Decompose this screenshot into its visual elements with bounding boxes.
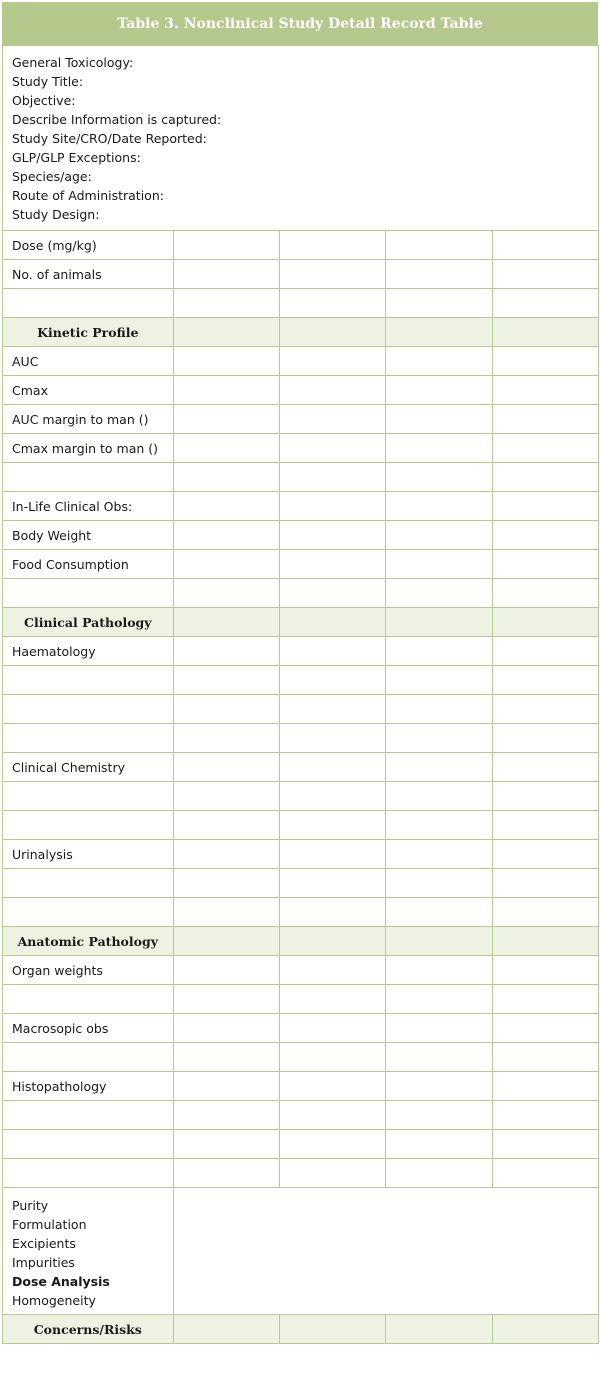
formulation-notes-cell[interactable] <box>173 1188 598 1315</box>
table-cell[interactable] <box>173 753 279 782</box>
formulation-row <box>3 1188 599 1315</box>
table-row <box>3 898 599 927</box>
row-label <box>3 1043 174 1072</box>
table-cell[interactable] <box>173 260 279 289</box>
table-cell[interactable] <box>173 1043 279 1072</box>
table-cell[interactable] <box>386 811 492 840</box>
table-cell[interactable] <box>386 376 492 405</box>
row-label: Histopathology <box>3 1072 174 1101</box>
table-row <box>3 579 599 608</box>
table-cell[interactable] <box>386 840 492 869</box>
table-row <box>3 753 599 782</box>
table-cell[interactable] <box>386 550 492 579</box>
table-cell[interactable] <box>492 753 598 782</box>
table-cell[interactable] <box>386 1043 492 1072</box>
section-heading: Anatomic Pathology <box>3 927 174 956</box>
formulation-labels <box>3 1188 174 1315</box>
table-cell[interactable] <box>279 405 385 434</box>
table-cell[interactable] <box>386 1101 492 1130</box>
table-cell[interactable] <box>279 608 385 637</box>
table-cell[interactable] <box>279 985 385 1014</box>
table-cell[interactable] <box>492 434 598 463</box>
row-label <box>3 579 174 608</box>
row-label <box>3 695 174 724</box>
table-cell[interactable] <box>492 666 598 695</box>
table-cell[interactable] <box>279 811 385 840</box>
table-cell[interactable] <box>279 753 385 782</box>
table-cell[interactable] <box>386 869 492 898</box>
table-row <box>3 956 599 985</box>
table-cell[interactable] <box>279 927 385 956</box>
table-row <box>3 840 599 869</box>
table-cell[interactable] <box>492 724 598 753</box>
table-row <box>3 231 599 260</box>
table-cell[interactable] <box>173 405 279 434</box>
table-cell[interactable] <box>173 550 279 579</box>
table-row <box>3 550 599 579</box>
table-cell[interactable] <box>492 608 598 637</box>
concerns-risks-row <box>3 1315 599 1344</box>
section-row <box>3 608 599 637</box>
table-cell[interactable] <box>386 434 492 463</box>
section-row <box>3 927 599 956</box>
table-row <box>3 724 599 753</box>
formulation-line: Excipients <box>12 1236 76 1251</box>
table-cell[interactable] <box>173 782 279 811</box>
table-cell[interactable] <box>492 550 598 579</box>
table-cell[interactable] <box>492 492 598 521</box>
section-heading: Clinical Pathology <box>3 608 174 637</box>
table-cell[interactable] <box>492 405 598 434</box>
table-cell[interactable] <box>279 1315 385 1344</box>
table-cell[interactable] <box>173 463 279 492</box>
table-row <box>3 405 599 434</box>
table-cell[interactable] <box>173 1072 279 1101</box>
table-cell[interactable] <box>173 1014 279 1043</box>
table-cell[interactable] <box>492 927 598 956</box>
header-line: Study Site/CRO/Date Reported: <box>12 131 207 146</box>
row-label <box>3 869 174 898</box>
row-label <box>3 463 174 492</box>
table-cell[interactable] <box>279 1043 385 1072</box>
table-cell[interactable] <box>386 260 492 289</box>
study-header-cell <box>3 46 599 231</box>
table-cell[interactable] <box>386 1072 492 1101</box>
table-body <box>3 46 599 1344</box>
row-label <box>3 1130 174 1159</box>
table-cell[interactable] <box>279 231 385 260</box>
table-cell[interactable] <box>492 231 598 260</box>
formulation-line: Formulation <box>12 1217 87 1232</box>
row-label <box>3 985 174 1014</box>
table-cell[interactable] <box>173 521 279 550</box>
section-heading: Kinetic Profile <box>3 318 174 347</box>
formulation-line: Impurities <box>12 1255 75 1270</box>
header-line: Describe Information is captured: <box>12 112 222 127</box>
header-line: Species/age: <box>12 169 92 184</box>
row-label: Haematology <box>3 637 174 666</box>
table-cell[interactable] <box>279 637 385 666</box>
row-label: Cmax margin to man () <box>3 434 174 463</box>
table-cell[interactable] <box>386 608 492 637</box>
table-cell[interactable] <box>173 289 279 318</box>
table-cell[interactable] <box>173 492 279 521</box>
table-cell[interactable] <box>173 1315 279 1344</box>
row-label: Dose (mg/kg) <box>3 231 174 260</box>
table-cell[interactable] <box>279 869 385 898</box>
formulation-line: Purity <box>12 1198 49 1213</box>
table-row <box>3 434 599 463</box>
table-cell[interactable] <box>492 637 598 666</box>
table-cell[interactable] <box>173 1159 279 1188</box>
header-line: Study Title: <box>12 74 84 89</box>
table-cell[interactable] <box>173 811 279 840</box>
table-cell[interactable] <box>279 1101 385 1130</box>
table-row <box>3 695 599 724</box>
row-label <box>3 898 174 927</box>
study-header-row <box>3 46 599 231</box>
row-label: Macrosopic obs <box>3 1014 174 1043</box>
table-cell[interactable] <box>173 637 279 666</box>
table-cell[interactable] <box>386 289 492 318</box>
table-cell[interactable] <box>279 1130 385 1159</box>
table-cell[interactable] <box>173 347 279 376</box>
table-cell[interactable] <box>492 985 598 1014</box>
table-cell[interactable] <box>279 695 385 724</box>
table-cell[interactable] <box>492 347 598 376</box>
table-cell[interactable] <box>386 927 492 956</box>
table-cell[interactable] <box>492 840 598 869</box>
table-row <box>3 260 599 289</box>
table-cell[interactable] <box>173 318 279 347</box>
table-cell[interactable] <box>386 666 492 695</box>
formulation-line: Homogeneity <box>12 1293 96 1308</box>
row-label <box>3 1159 174 1188</box>
table-cell[interactable] <box>173 840 279 869</box>
table-cell[interactable] <box>279 898 385 927</box>
table-cell[interactable] <box>279 724 385 753</box>
table-cell[interactable] <box>173 869 279 898</box>
section-heading: Concerns/Risks <box>3 1315 174 1344</box>
table-cell[interactable] <box>279 463 385 492</box>
table-cell[interactable] <box>492 1315 598 1344</box>
table-cell[interactable] <box>492 521 598 550</box>
table-cell[interactable] <box>386 405 492 434</box>
table-cell[interactable] <box>279 376 385 405</box>
table-cell[interactable] <box>173 985 279 1014</box>
table-cell[interactable] <box>279 956 385 985</box>
table-cell[interactable] <box>279 840 385 869</box>
table-cell[interactable] <box>279 666 385 695</box>
header-line: General Toxicology: <box>12 55 134 70</box>
table-cell[interactable] <box>173 1130 279 1159</box>
table-cell[interactable] <box>173 695 279 724</box>
table-row <box>3 347 599 376</box>
table-cell[interactable] <box>173 956 279 985</box>
table-cell[interactable] <box>386 782 492 811</box>
table-cell[interactable] <box>173 1101 279 1130</box>
table-row <box>3 376 599 405</box>
table-row <box>3 492 599 521</box>
table-cell[interactable] <box>386 753 492 782</box>
table-cell[interactable] <box>386 637 492 666</box>
table-cell[interactable] <box>492 1159 598 1188</box>
table-row <box>3 1101 599 1130</box>
row-label: Body Weight <box>3 521 174 550</box>
table-cell[interactable] <box>492 782 598 811</box>
table-cell[interactable] <box>492 869 598 898</box>
table-cell[interactable] <box>492 318 598 347</box>
table-row <box>3 869 599 898</box>
table-row <box>3 463 599 492</box>
table-cell[interactable] <box>279 1159 385 1188</box>
table-cell[interactable] <box>173 231 279 260</box>
table-cell[interactable] <box>279 550 385 579</box>
section-row <box>3 318 599 347</box>
table-row <box>3 1043 599 1072</box>
table-cell[interactable] <box>492 579 598 608</box>
table-cell[interactable] <box>492 898 598 927</box>
table-cell[interactable] <box>386 318 492 347</box>
table-cell[interactable] <box>386 695 492 724</box>
table-cell[interactable] <box>492 956 598 985</box>
table-row <box>3 1159 599 1188</box>
table-cell[interactable] <box>279 579 385 608</box>
table-cell[interactable] <box>386 231 492 260</box>
table-cell[interactable] <box>173 898 279 927</box>
table-cell[interactable] <box>386 579 492 608</box>
row-label: Organ weights <box>3 956 174 985</box>
table-cell[interactable] <box>279 521 385 550</box>
table-cell[interactable] <box>173 434 279 463</box>
table-cell[interactable] <box>492 811 598 840</box>
row-label <box>3 666 174 695</box>
table-cell[interactable] <box>492 1043 598 1072</box>
table-row <box>3 1072 599 1101</box>
table-cell[interactable] <box>173 666 279 695</box>
table-cell[interactable] <box>386 492 492 521</box>
header-line: Study Design: <box>12 207 100 222</box>
table-cell[interactable] <box>492 463 598 492</box>
table-row <box>3 666 599 695</box>
table-cell[interactable] <box>386 1159 492 1188</box>
table-cell[interactable] <box>492 376 598 405</box>
table-cell[interactable] <box>386 724 492 753</box>
table-row <box>3 811 599 840</box>
row-label: Clinical Chemistry <box>3 753 174 782</box>
table-cell[interactable] <box>492 289 598 318</box>
row-label: AUC <box>3 347 174 376</box>
header-line: Objective: <box>12 93 76 108</box>
table-row <box>3 1130 599 1159</box>
table-cell[interactable] <box>279 492 385 521</box>
table-cell[interactable] <box>279 1072 385 1101</box>
study-record-table-wrapper <box>2 45 599 1344</box>
table-cell[interactable] <box>492 1014 598 1043</box>
row-label: No. of animals <box>3 260 174 289</box>
table-cell[interactable] <box>279 1014 385 1043</box>
table-cell[interactable] <box>279 289 385 318</box>
table-cell[interactable] <box>279 318 385 347</box>
table-cell[interactable] <box>492 1072 598 1101</box>
table-cell[interactable] <box>173 927 279 956</box>
row-label: Cmax <box>3 376 174 405</box>
table-cell[interactable] <box>386 898 492 927</box>
table-cell[interactable] <box>492 1101 598 1130</box>
table-cell[interactable] <box>279 347 385 376</box>
table-cell[interactable] <box>173 608 279 637</box>
study-record-table <box>2 45 599 1344</box>
table-cell[interactable] <box>279 434 385 463</box>
table-cell[interactable] <box>386 956 492 985</box>
table-title: Table 3. Nonclinical Study Detail Record Table <box>2 2 598 45</box>
table-cell[interactable] <box>386 985 492 1014</box>
table-cell[interactable] <box>492 695 598 724</box>
table-cell[interactable] <box>386 521 492 550</box>
row-label: AUC margin to man () <box>3 405 174 434</box>
row-label <box>3 782 174 811</box>
row-label <box>3 289 174 318</box>
row-label <box>3 811 174 840</box>
table-cell[interactable] <box>279 260 385 289</box>
formulation-line: Dose Analysis <box>12 1274 110 1289</box>
table-row <box>3 637 599 666</box>
row-label <box>3 724 174 753</box>
table-cell[interactable] <box>386 1014 492 1043</box>
table-cell[interactable] <box>386 347 492 376</box>
table-cell[interactable] <box>492 1130 598 1159</box>
table-row <box>3 289 599 318</box>
table-cell[interactable] <box>386 463 492 492</box>
table-cell[interactable] <box>173 579 279 608</box>
table-cell[interactable] <box>386 1315 492 1344</box>
table-row <box>3 1014 599 1043</box>
header-line: Route of Administration: <box>12 188 164 203</box>
table-row <box>3 782 599 811</box>
row-label: Urinalysis <box>3 840 174 869</box>
table-cell[interactable] <box>279 782 385 811</box>
table-cell[interactable] <box>173 376 279 405</box>
row-label: In-Life Clinical Obs: <box>3 492 174 521</box>
table-cell[interactable] <box>173 724 279 753</box>
table-row <box>3 521 599 550</box>
table-cell[interactable] <box>386 1130 492 1159</box>
header-line: GLP/GLP Exceptions: <box>12 150 141 165</box>
row-label: Food Consumption <box>3 550 174 579</box>
table-row <box>3 985 599 1014</box>
table-cell[interactable] <box>492 260 598 289</box>
row-label <box>3 1101 174 1130</box>
